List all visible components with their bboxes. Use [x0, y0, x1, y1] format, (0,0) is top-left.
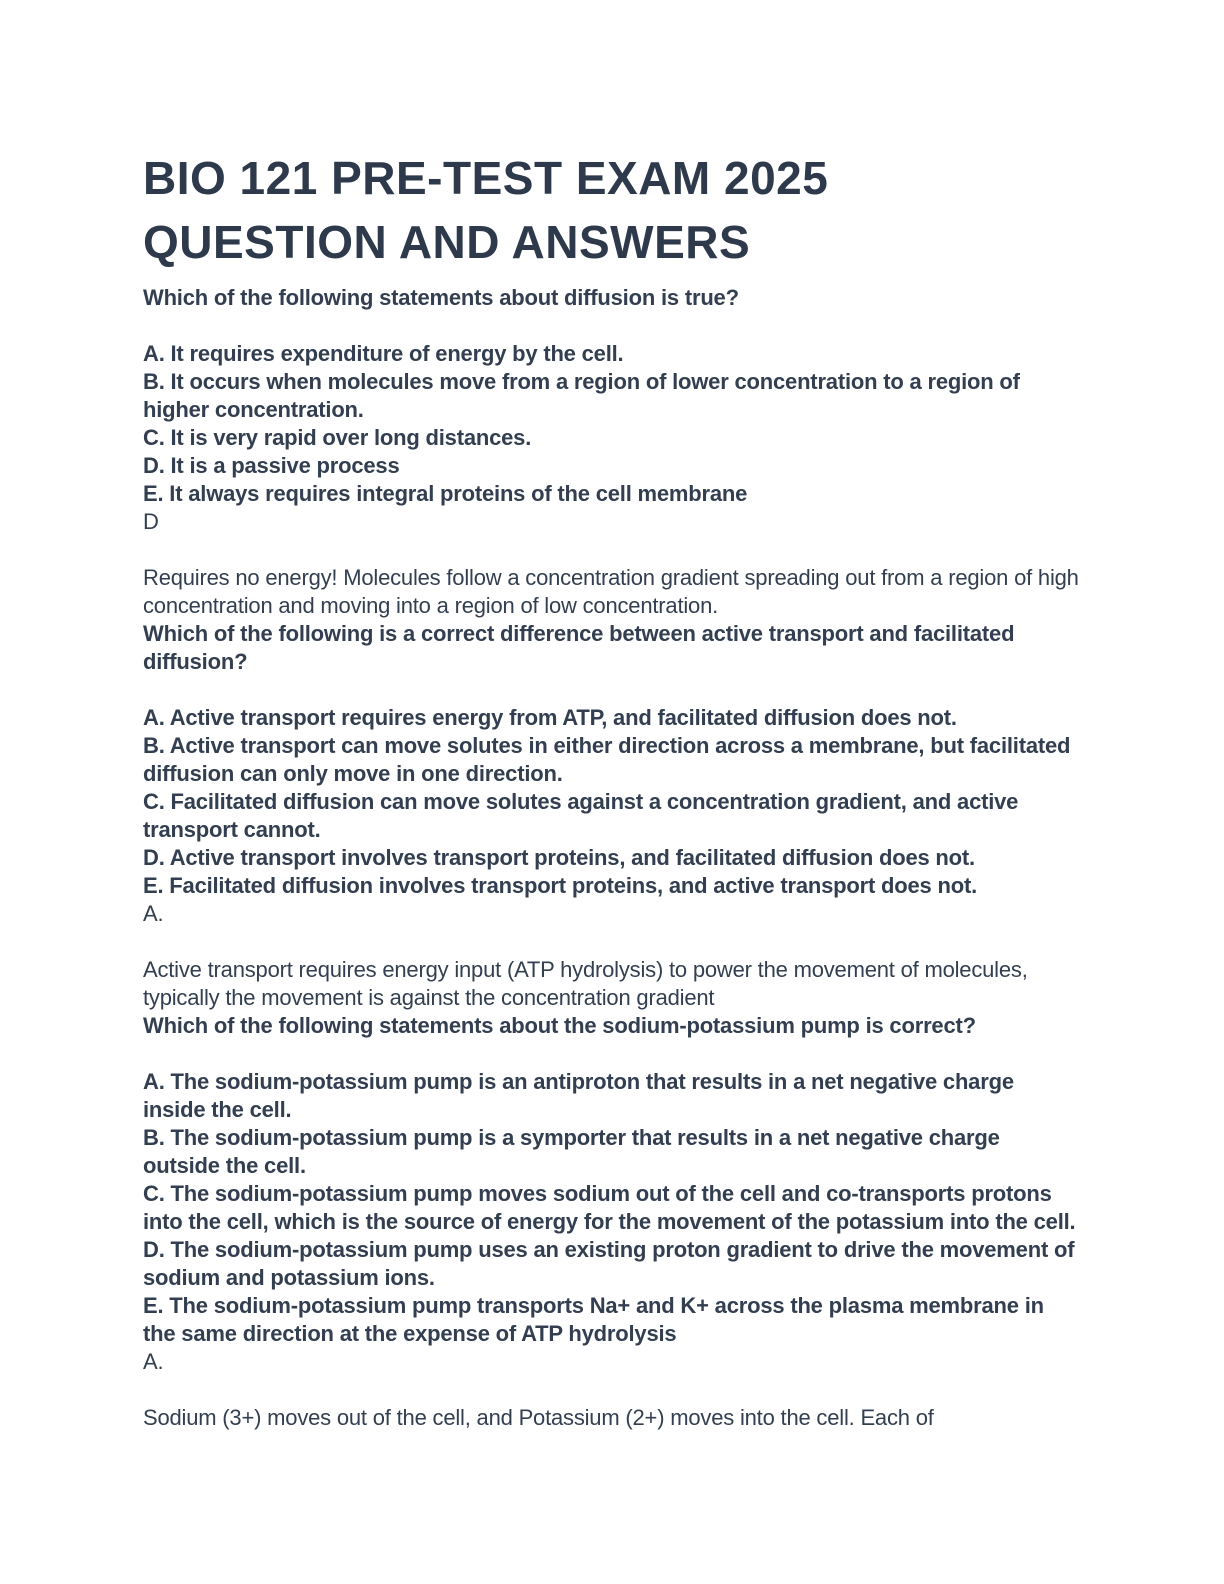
- blank-line: [143, 1376, 1080, 1404]
- blank-line: [143, 928, 1080, 956]
- document-title-line-1: BIO 121 PRE-TEST EXAM 2025: [143, 152, 829, 204]
- question-3-option-b: B. The sodium-potassium pump is a symporter that results in a net negative charge outside the cell.: [143, 1125, 1000, 1178]
- question-2-text: Which of the following is a correct difference between active transport and facilitated diffusion?: [143, 621, 1015, 674]
- question-1-option-d: D. It is a passive process: [143, 453, 400, 478]
- question-3-option-d: D. The sodium-potassium pump uses an existing proton gradient to drive the movement of sodium and potassium ions.: [143, 1237, 1075, 1290]
- question-1-explanation: Requires no energy! Molecules follow a concentration gradient spreading out from a region of high concentration and moving into a region of low concentration.: [143, 565, 1079, 618]
- question-3-explanation: Sodium (3+) moves out of the cell, and Potassium (2+) moves into the cell. Each of: [143, 1405, 934, 1430]
- question-2-answer: A.: [143, 901, 164, 926]
- blank-line: [143, 312, 1080, 340]
- blank-line: [143, 676, 1080, 704]
- question-3-answer: A.: [143, 1349, 164, 1374]
- question-3-text: Which of the following statements about the sodium-potassium pump is correct?: [143, 1013, 976, 1038]
- question-block-1: [143, 284, 1080, 620]
- question-1-option-c: C. It is very rapid over long distances.: [143, 425, 532, 450]
- question-2-option-c: C. Facilitated diffusion can move solutes against a concentration gradient, and active transport cannot.: [143, 789, 1019, 842]
- question-1-answer: D: [143, 509, 159, 534]
- question-2-option-b: B. Active transport can move solutes in either direction across a membrane, but facilitated diffusion can only move in one direction.: [143, 733, 1071, 786]
- question-3-option-c: C. The sodium-potassium pump moves sodium out of the cell and co-transports protons into the cell, which is the source of energy for the movement of the potassium into the cell.: [143, 1181, 1076, 1234]
- question-block-3: [143, 1012, 1080, 1432]
- question-1-option-b: B. It occurs when molecules move from a region of lower concentration to a region of higher concentration.: [143, 369, 1020, 422]
- document-title-line-2: QUESTION AND ANSWERS: [143, 216, 751, 268]
- blank-line: [143, 536, 1080, 564]
- question-block-2: [143, 620, 1080, 1012]
- question-2-option-a: A. Active transport requires energy from ATP, and facilitated diffusion does not.: [143, 705, 957, 730]
- blank-line: [143, 1040, 1080, 1068]
- question-1-option-a: A. It requires expenditure of energy by the cell.: [143, 341, 624, 366]
- document-title: [143, 146, 1080, 274]
- document-body: [143, 284, 1080, 1432]
- question-3-option-a: A. The sodium-potassium pump is an antiproton that results in a net negative charge inside the cell.: [143, 1069, 1014, 1122]
- question-1-text: Which of the following statements about diffusion is true?: [143, 285, 739, 310]
- question-2-explanation: Active transport requires energy input (ATP hydrolysis) to power the movement of molecules, typically the movement is against the concentration gradient: [143, 957, 1028, 1010]
- question-2-option-e: E. Facilitated diffusion involves transport proteins, and active transport does not.: [143, 873, 978, 898]
- question-2-option-d: D. Active transport involves transport proteins, and facilitated diffusion does not.: [143, 845, 975, 870]
- question-3-option-e: E. The sodium-potassium pump transports Na+ and K+ across the plasma membrane in the same direction at the expense of ATP hydrolysis: [143, 1293, 1044, 1346]
- question-1-option-e: E. It always requires integral proteins of the cell membrane: [143, 481, 748, 506]
